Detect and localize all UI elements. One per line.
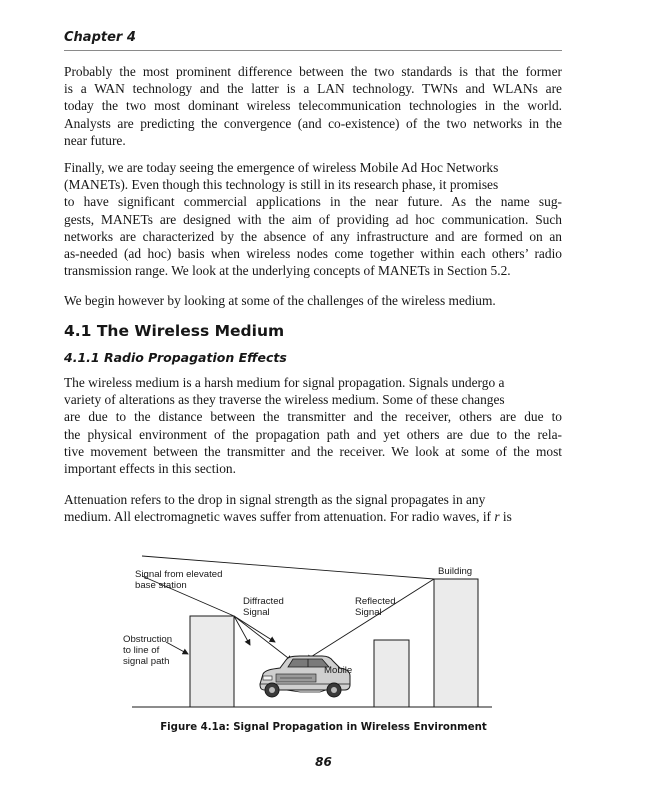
text-line: Finally, we are today seeing the emergence of wireless Mobile Ad Hoc Networks	[64, 160, 499, 175]
text-line: gests, MANETs are designed with the aim of providing ad hoc communication. Such	[64, 211, 562, 227]
text-line: Analysts are predicting the convergence (and co-existence) of the two networks in the	[64, 115, 562, 131]
text-line	[64, 508, 562, 525]
text-line: transmission range. We look at the underlying concepts of MANETs in Section 5.2.	[64, 263, 511, 279]
subsection-title: 4.1.1 Radio Propagation Effects	[64, 350, 287, 365]
tall-building	[434, 579, 478, 707]
propagation-figure	[100, 550, 520, 715]
text-line: is a WAN technology and the latter is a LAN technology. TWNs and WLANs are	[64, 81, 562, 97]
paragraph-1	[64, 63, 562, 149]
label-signal-line2: base station	[135, 580, 187, 591]
text-line: the physical environment of the propagation path and yet others are due to the rela-	[64, 426, 562, 442]
label-building: Building	[438, 566, 473, 577]
text-line: networks are characterized by the absence of any infrastructure and are formed on an	[64, 228, 562, 244]
text-line: (MANETs). Even though this technology is still in its research phase, it promises	[64, 177, 499, 193]
text-line: are due to the distance between the transmitter and the receiver, others are due to	[64, 409, 562, 425]
section-title: 4.1 The Wireless Medium	[64, 322, 285, 340]
label-reflected-line1: Reflected	[355, 596, 396, 607]
paragraph-5	[64, 491, 562, 525]
header-rule	[64, 50, 562, 51]
paragraph-3	[64, 292, 562, 309]
label-signal-line1: Signal from elevated	[135, 569, 223, 580]
label-obstruction-line2: to line of	[123, 645, 160, 656]
car-icon	[260, 656, 353, 697]
obstruction-block	[190, 616, 234, 707]
text-line: to have significant commercial applications in the near future. As the name sug-	[64, 194, 562, 210]
text-line: near future.	[64, 132, 126, 148]
text-line: Attenuation refers to the drop in signal strength as the signal propagates in any	[64, 492, 486, 507]
label-diffracted-line2: Signal	[243, 607, 270, 618]
label-mobile: Mobile	[324, 665, 353, 676]
text-line: Probably the most prominent difference between the two standards is that the former	[64, 64, 562, 79]
diffracted-arrow-3	[234, 616, 292, 661]
paragraph-2	[64, 159, 562, 279]
label-obstruction-line1: Obstruction	[123, 634, 173, 645]
paragraph-4	[64, 374, 562, 477]
text-line: important effects in this section.	[64, 461, 236, 477]
diffracted-arrow-1	[234, 616, 250, 645]
text-line: tive movement between the transmitter and the receiver. We look at some of the most	[64, 443, 562, 459]
label-diffracted-line1: Diffracted	[243, 596, 284, 607]
diffracted-arrow-2	[234, 616, 275, 642]
reflected-arrow	[306, 579, 434, 660]
text-fragment: is	[499, 509, 512, 525]
page-number: 86	[315, 755, 332, 769]
text-fragment: medium. All electromagnetic waves suffer from attenuation. For radio waves, if	[64, 509, 495, 525]
chapter-header: Chapter 4	[64, 30, 136, 45]
text-line: We begin however by looking at some of the challenges of the wireless medium.	[64, 293, 496, 308]
text-line: as-needed (ad hoc) basis when wireless nodes come together within each others’ radio	[64, 246, 562, 262]
small-building	[374, 640, 409, 707]
text-line: variety of alterations as they traverse the wireless medium. Some of these changes	[64, 392, 505, 408]
text-line: The wireless medium is a harsh medium for signal propagation. Signals undergo a	[64, 375, 505, 390]
label-reflected-line2: Signal	[355, 607, 382, 618]
figure-caption: Figure 4.1a: Signal Propagation in Wireless Environment	[160, 722, 487, 733]
label-obstruction-line3: signal path	[123, 656, 170, 667]
text-line: today the two most dominant wireless telecommunication technologies in the world.	[64, 98, 562, 114]
variable-r: r	[494, 509, 500, 525]
